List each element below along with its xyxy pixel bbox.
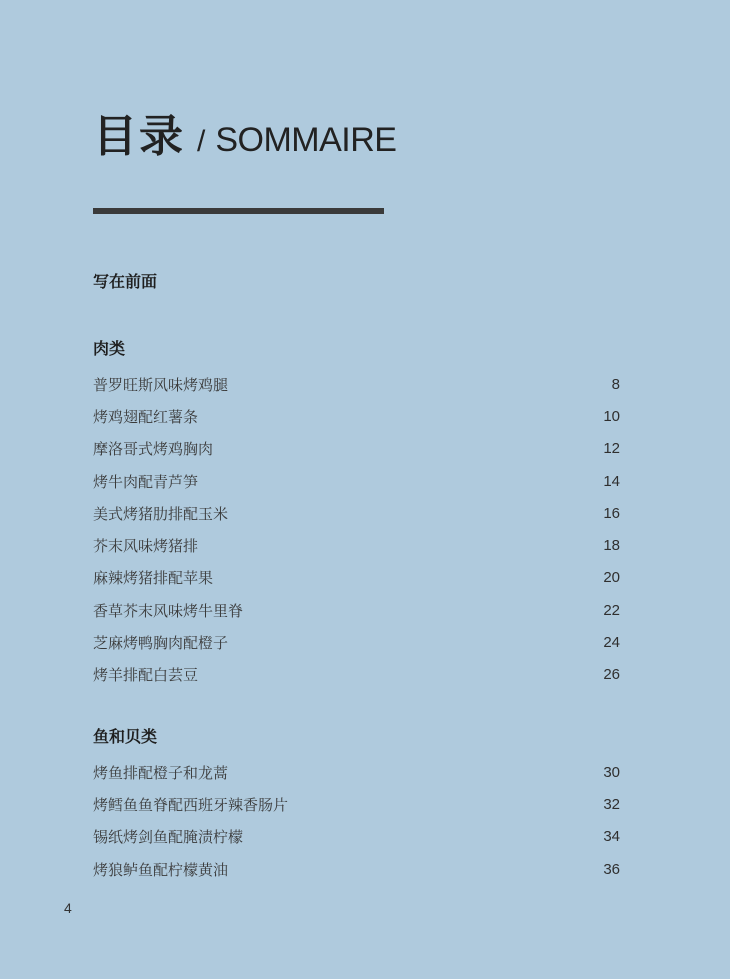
toc-entry-title: 美式烤猪肋排配玉米 [93, 504, 229, 523]
title-rule [93, 208, 384, 214]
toc-entry-title: 烤羊排配白芸豆 [93, 666, 199, 685]
toc-entry-page: 34 [603, 828, 620, 846]
toc-entry-title: 烤牛肉配青芦笋 [93, 472, 199, 491]
toc-row[interactable] [93, 368, 620, 400]
toc-row[interactable] [93, 853, 620, 885]
toc-row[interactable] [93, 400, 620, 432]
toc-entry-title: 烤鸡翅配红薯条 [93, 407, 199, 426]
toc-entry-title: 烤鱼排配橙子和龙蒿 [93, 763, 229, 782]
toc-row[interactable] [93, 821, 620, 853]
toc-row[interactable] [93, 562, 620, 594]
title-chinese: 目录 [93, 111, 185, 162]
toc-entry-page: 14 [603, 472, 620, 490]
title-french: SOMMAIRE [215, 121, 397, 159]
toc-row[interactable] [93, 497, 620, 529]
toc-entry-page: 10 [603, 407, 620, 425]
toc-list-fish [93, 756, 620, 885]
toc-entry-page: 24 [603, 634, 620, 652]
toc-entry-page: 22 [603, 601, 620, 619]
toc-row[interactable] [93, 756, 620, 788]
toc-row[interactable] [93, 626, 620, 658]
toc-entry-title: 锡纸烤剑鱼配腌渍柠檬 [93, 828, 244, 847]
toc-row[interactable] [93, 529, 620, 561]
intro-heading: 写在前面 [93, 272, 158, 291]
page-number: 4 [64, 900, 72, 916]
toc-entry-page: 36 [603, 860, 620, 878]
toc-entry-title: 烤狼鲈鱼配柠檬黄油 [93, 860, 229, 879]
toc-entry-page: 32 [603, 795, 620, 813]
toc-entry-title: 摩洛哥式烤鸡胸肉 [93, 440, 214, 459]
toc-entry-page: 16 [603, 504, 620, 522]
toc-row[interactable] [93, 788, 620, 820]
toc-entry-page: 8 [611, 375, 620, 393]
toc-entry-title: 麻辣烤猪排配苹果 [93, 569, 214, 588]
toc-entry-title: 烤鳕鱼鱼脊配西班牙辣香肠片 [93, 795, 289, 814]
toc-entry-page: 26 [603, 666, 620, 684]
toc-row[interactable] [93, 594, 620, 626]
toc-entry-title: 普罗旺斯风味烤鸡腿 [93, 375, 229, 394]
title-block [93, 100, 396, 164]
toc-row[interactable] [93, 433, 620, 465]
toc-entry-title: 芥末风味烤猪排 [93, 537, 199, 556]
section-heading-fish: 鱼和贝类 [93, 727, 158, 746]
toc-entry-page: 12 [603, 440, 620, 458]
title-separator: / [197, 125, 206, 158]
toc-entry-page: 30 [603, 763, 620, 781]
toc-row[interactable] [93, 659, 620, 691]
toc-entry-page: 20 [603, 569, 620, 587]
toc-row[interactable] [93, 465, 620, 497]
toc-list-meat [93, 368, 620, 691]
toc-entry-title: 香草芥末风味烤牛里脊 [93, 601, 244, 620]
toc-entry-title: 芝麻烤鸭胸肉配橙子 [93, 634, 229, 653]
section-heading-meat: 肉类 [93, 339, 126, 358]
toc-entry-page: 18 [603, 537, 620, 555]
